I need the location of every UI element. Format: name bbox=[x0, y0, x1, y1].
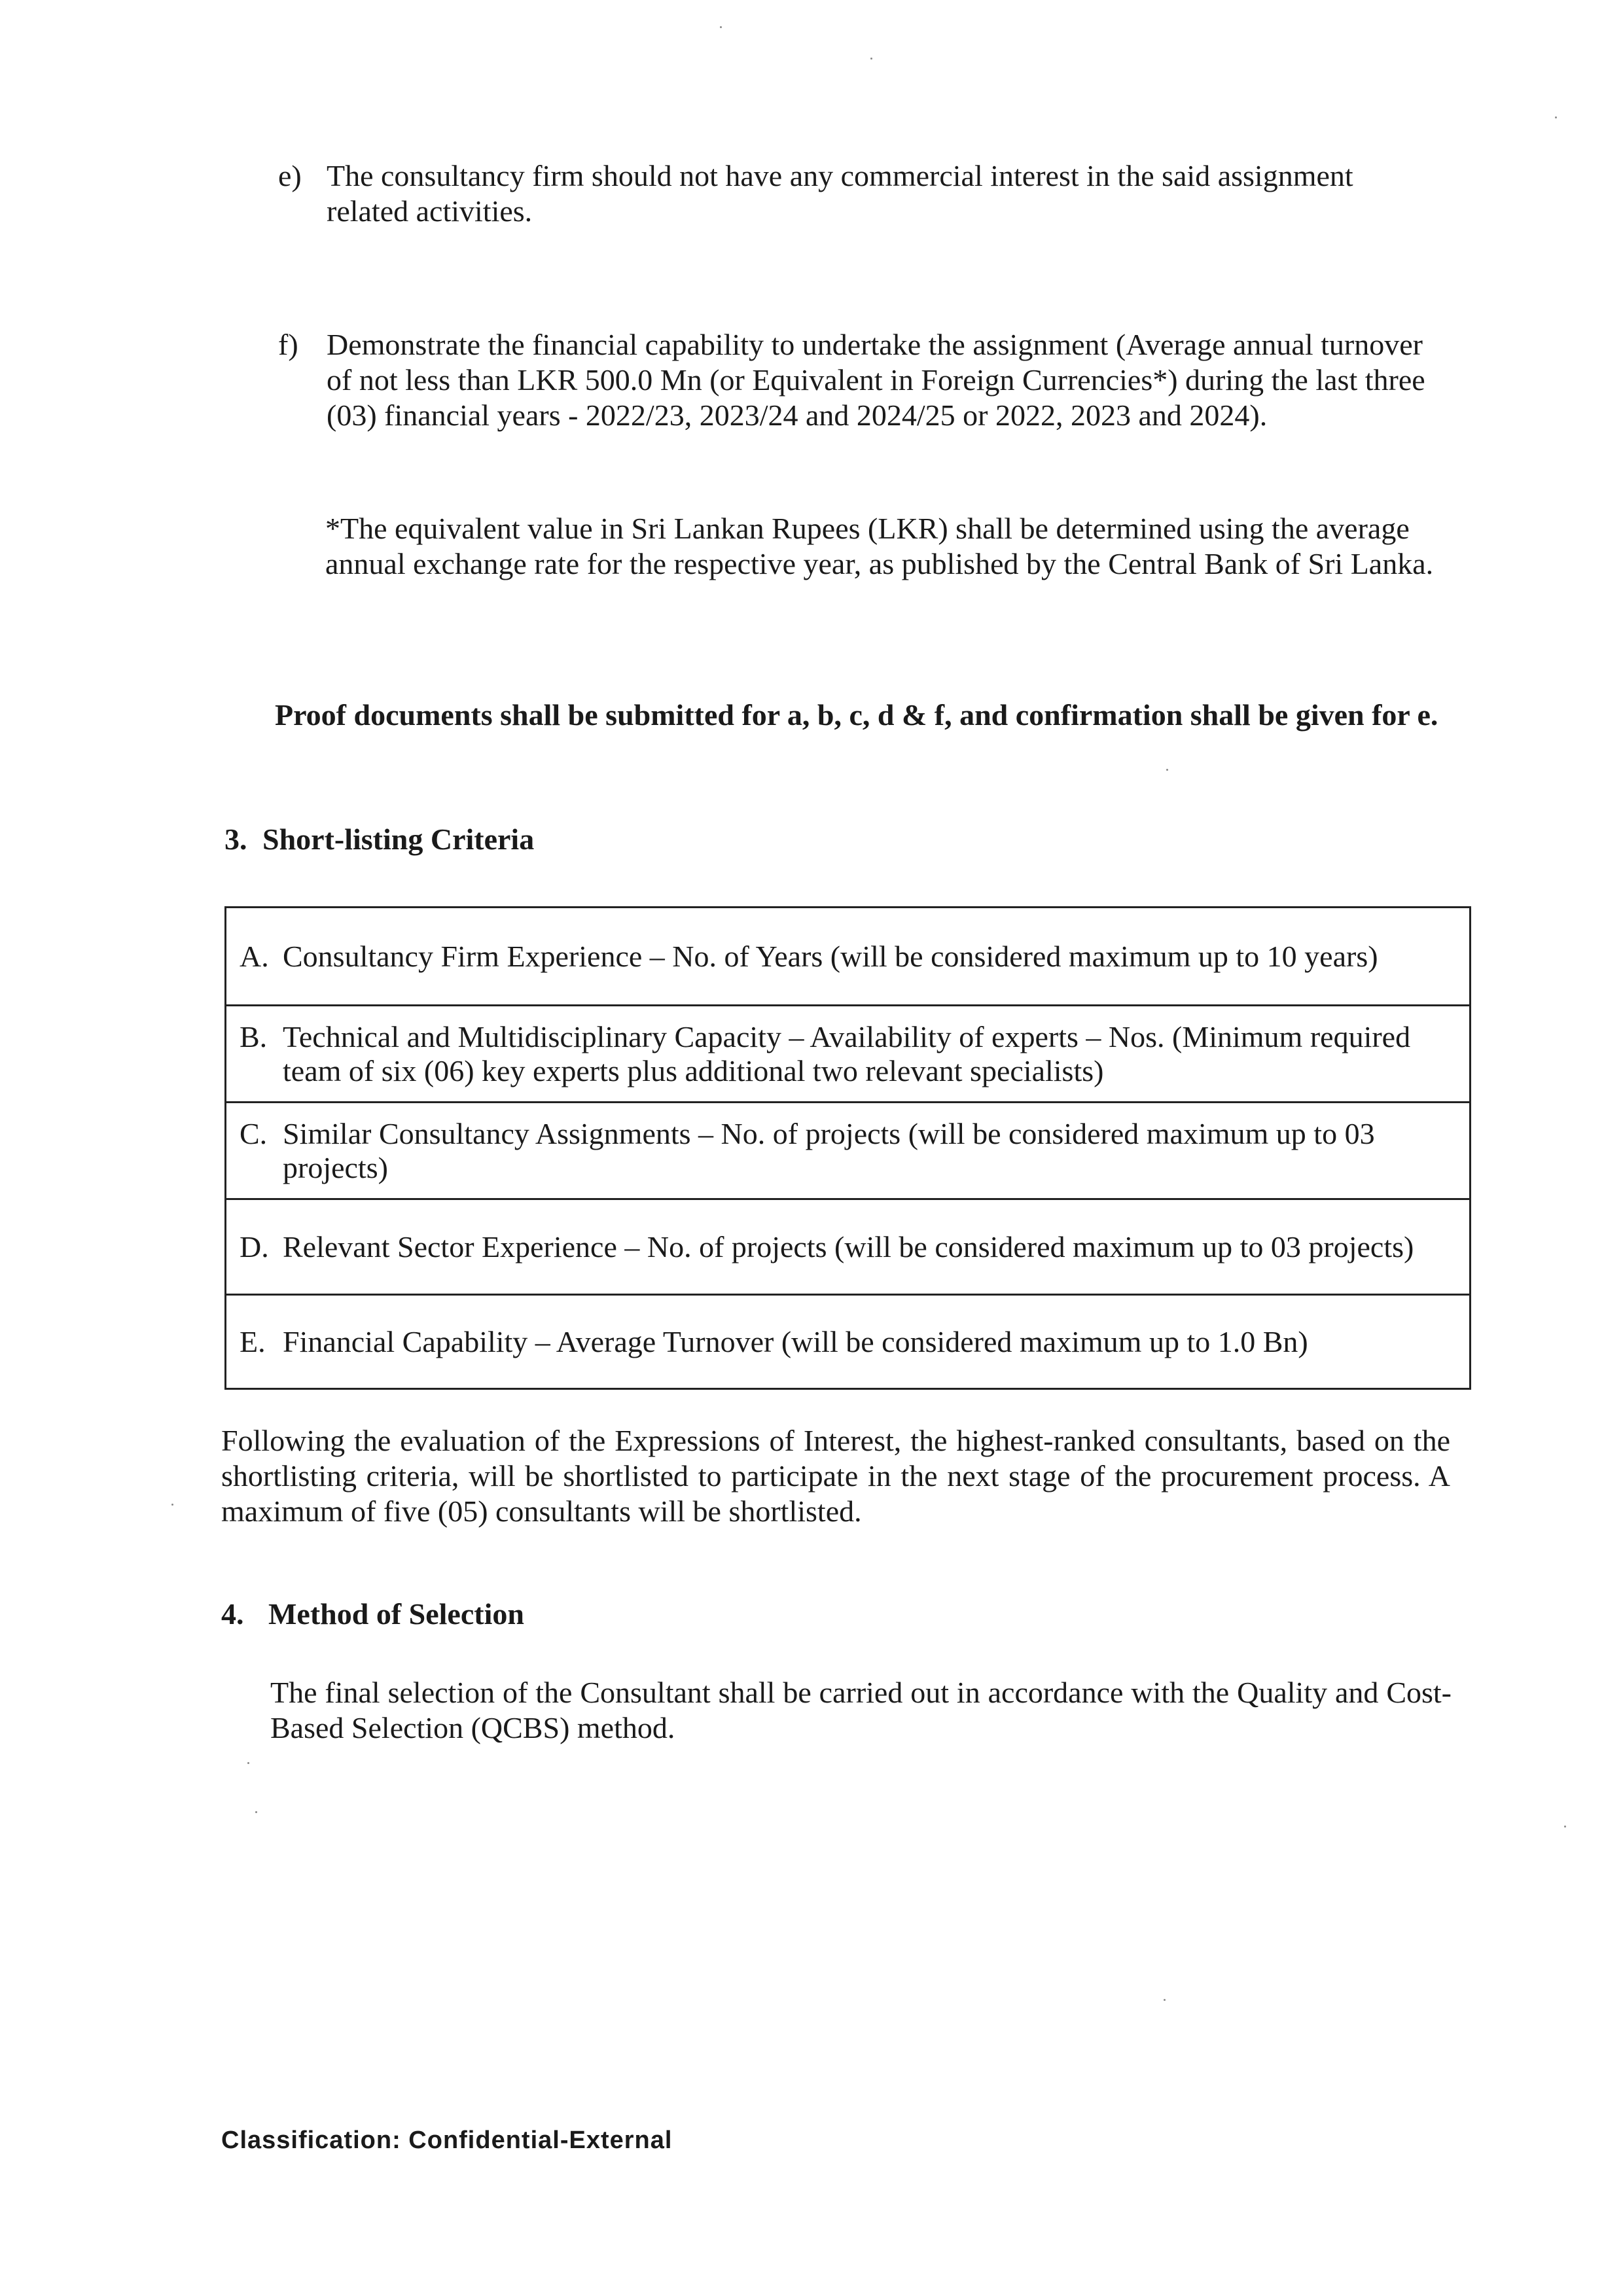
section-4-heading bbox=[221, 1597, 524, 1632]
scan-speck bbox=[171, 1504, 173, 1506]
criterion-letter: C. bbox=[240, 1116, 268, 1150]
section-title: Method of Selection bbox=[268, 1597, 524, 1631]
scan-speck bbox=[1164, 1999, 1166, 2001]
section-3-heading bbox=[224, 822, 534, 857]
short-listing-criteria-table bbox=[224, 906, 1471, 1390]
criterion-text: Technical and Multidisciplinary Capacity – Availability of experts – Nos. (Minimum required team of six (06) key experts plus additional two relevant specialists) bbox=[283, 1019, 1411, 1087]
criterion-letter: D. bbox=[240, 1229, 269, 1263]
table-cell bbox=[226, 1006, 1471, 1103]
table-row bbox=[226, 1006, 1471, 1103]
table-row bbox=[226, 1103, 1471, 1199]
scan-speck bbox=[1555, 116, 1557, 118]
selection-method-paragraph: The final selection of the Consultant shall be carried out in accordance with the Quality and Cost-Based Selection (QCBS) method. bbox=[270, 1676, 1452, 1744]
section-number: 4. bbox=[221, 1597, 244, 1631]
criterion-text: Similar Consultancy Assignments – No. of projects (will be considered maximum up to 03 projects) bbox=[283, 1116, 1375, 1184]
criterion-text: Consultancy Firm Experience – No. of Years (will be considered maximum up to 10 years) bbox=[283, 939, 1378, 973]
criterion-letter: B. bbox=[240, 1019, 268, 1053]
proof-documents-statement: Proof documents shall be submitted for a, b, c, d & f, and confirmation shall be given for e. bbox=[275, 698, 1438, 732]
section-number: 3. bbox=[224, 822, 247, 856]
table-row bbox=[226, 908, 1471, 1006]
list-item-f bbox=[278, 327, 1436, 433]
table-row bbox=[226, 1199, 1471, 1295]
table-cell bbox=[226, 1295, 1471, 1389]
evaluation-paragraph: Following the evaluation of the Expressions of Interest, the highest-ranked consultants, based on the shortlisting criteria, will be shortlisted to participate in the next stage of the procurement process. A maximum of five (05) consultants will be shortlisted. bbox=[221, 1424, 1450, 1528]
list-item-text: Demonstrate the financial capability to undertake the assignment (Average annual turnover of not less than LKR 500.0 Mn (or Equivalent in Foreign Currencies*) during the last three (03) financial years - 2022/23, 2023/24 and 2024/25 or 2022, 2023 and 2024). bbox=[327, 328, 1425, 432]
criterion-text: Financial Capability – Average Turnover (will be considered maximum up to 1.0 Bn) bbox=[283, 1324, 1308, 1358]
exchange-rate-note: *The equivalent value in Sri Lankan Rupees (LKR) shall be determined using the average annual exchange rate for the respective year, as published by the Central Bank of Sri Lanka. bbox=[325, 512, 1434, 580]
list-item-e bbox=[278, 158, 1417, 229]
scan-speck bbox=[255, 1811, 257, 1813]
list-item-text: The consultancy firm should not have any commercial interest in the said assignment related activities. bbox=[327, 159, 1353, 228]
criterion-text: Relevant Sector Experience – No. of projects (will be considered maximum up to 03 projects) bbox=[283, 1229, 1414, 1263]
list-marker: f) bbox=[278, 328, 298, 361]
table-row bbox=[226, 1295, 1471, 1389]
criterion-letter: A. bbox=[240, 939, 269, 973]
scan-speck bbox=[870, 58, 872, 60]
scan-speck bbox=[247, 1762, 249, 1764]
scan-speck bbox=[1166, 769, 1168, 771]
table-cell bbox=[226, 1103, 1471, 1199]
scan-speck bbox=[720, 26, 722, 28]
table-cell bbox=[226, 1199, 1471, 1295]
classification-footer: Classification: Confidential-External bbox=[221, 2127, 673, 2154]
section-title: Short-listing Criteria bbox=[262, 822, 535, 856]
table-cell bbox=[226, 908, 1471, 1006]
scan-speck bbox=[1564, 1826, 1566, 1828]
criterion-letter: E. bbox=[240, 1324, 266, 1358]
list-marker: e) bbox=[278, 159, 302, 192]
